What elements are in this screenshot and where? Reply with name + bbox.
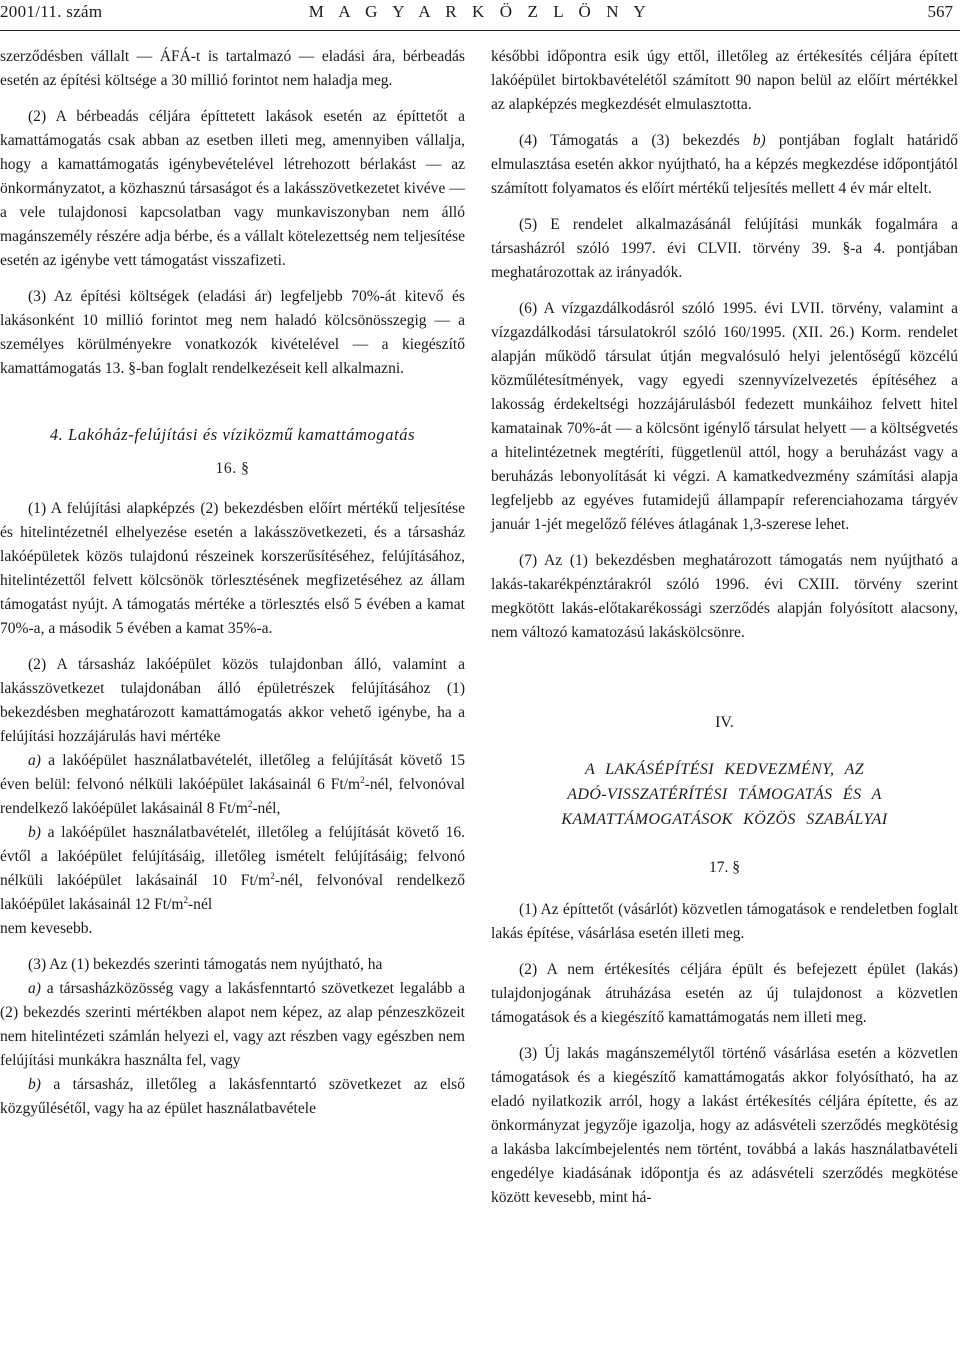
item-label: a) bbox=[28, 980, 41, 997]
paragraph: (1) A felújítási alapképzés (2) bekezdésben előírt mértékű teljesítése és hitelintézetnél elhelyezése esetén a lakásszövetkezeti, és a társasház lakóépületek közös tulajdonú részeinek korszerűsítéséhez, felújításához, hitelintézettől felvett kölcsönök törlesztésének megfizetéséhez az állam támogatást nyújt. A támogatás mértéke a törlesztés első 5 évében a kamat 70%-a, a második 5 évében a kamat 35%-a. bbox=[0, 500, 465, 637]
item-label: b) bbox=[28, 824, 41, 841]
right-column bbox=[491, 45, 958, 1222]
journal-title: M A G Y A R K Ö Z L Ö N Y bbox=[308, 2, 652, 21]
paragraph: (4) Támogatás a (3) bekezdés b) pontjában foglalt határidő elmulasztása esetén akkor nyújtható, ha a képzés megkezdése időpontjától számított folyamatos és előírt mértékű teljesítés mellett 4 év már eltelt. bbox=[491, 132, 958, 197]
paragraph: (2) A bérbeadás céljára építtetett lakások esetén az építtetőt a kamattámogatás csak abban az esetben illeti meg, amennyiben vállalja, hogy a kamattámogatás igénybevételével létrehozott bérlakást — az önkormányzatot, a közhasznú társaságot és a lakásszövetkezetet kivéve — a vele tulajdonosi kapcsolatban vagy munkaviszonyban nem álló magánszemély részére adja bérbe, és a vállalt kötelezettség nem teljesítése esetén az igénybe vett támogatást visszafizeti. bbox=[0, 108, 465, 269]
paragraph: szerződésben vállalt — ÁFÁ-t is tartalmazó — eladási ára, bérbeadás esetén az építési költsége a 30 millió forintot nem haladja meg. bbox=[0, 48, 465, 89]
list-item: b) a társasház, illetőleg a lakásfenntartó szövetkezet az első közgyűlésétől, vagy ha az épület használatbavétele bbox=[0, 1076, 466, 1117]
list-item: b) a lakóépület használatbavételét, illetőleg a felújítását követő 16. évtől a lakóépület felújításáig, illetőleg ismételt felújításáig; felvonó nélküli lakóépület lakásainál 10 $Ft/m^2$-nél, felvonóval rendelkező lakóépület lakásainál 12 $Ft/m^2$-nél bbox=[0, 824, 466, 913]
paragraph: (3) Az építési költségek (eladási ár) legfeljebb 70%-át kitevő és lakásonként 10 millió forintot meg nem haladó kölcsönösszegig — a személyes körülményekre vonatkozók kivételével — a kiegészítő kamattámogatás 13. §-ban foglalt rendelkezéseit kell alkalmazni. bbox=[0, 288, 465, 377]
page-number: 567 bbox=[927, 2, 953, 21]
paragraph: (3) Új lakás magánszemélytől történő vásárlása esetén a közvetlen támogatások és a kiegészítő kamattámogatás akkor folyósítható, ha az eladó nyilatkozik arról, hogy a lakást értékesítés céljára építette, és az önkormányzat jegyzője igazolja, hogy az adásvételi szerződés megkötésig a lakásba lakcímbejelentés nem történt, továbbá a lakás használatbavételi engedélye kiadásának időpontja és az adásvételi szerződés megkötése között kevesebb, mint há- bbox=[491, 1045, 958, 1206]
section-number: 16. § bbox=[215, 460, 250, 477]
page-header bbox=[0, 0, 960, 30]
paragraph: (7) Az (1) bekezdésben meghatározott támogatás nem nyújtható a lakás-takarékpénztárakról szóló 1996. évi CXIII. törvény szerint megkötött lakás-előtakarékossági szerződés alapján folyósított alacsony, nem változó kamatozású lakáskölcsönre. bbox=[491, 552, 958, 641]
list-item: a) a lakóépület használatbavételét, illetőleg a felújítását követő 15 éven belül: felvonó nélküli lakóépület lakásainál 6 $Ft/m^2$-nél, felvonóval rendelkező lakóépület lakásainál 8 $Ft/m^2$-nél, bbox=[0, 752, 466, 817]
chapter-title: A LAKÁSÉPÍTÉSI KEDVEZMÉNY, AZ ADÓ-VISSZATÉRÍTÉSI TÁMOGATÁS ÉS A KAMATTÁMOGATÁSOK KÖZÖS SZABÁLYAI bbox=[561, 761, 888, 828]
left-column bbox=[0, 45, 465, 1121]
section-number: 17. § bbox=[708, 859, 741, 876]
paragraph: (6) A vízgazdálkodásról szóló 1995. évi LVII. törvény, valamint a vízgazdálkodási társulatokról szóló 160/1995. (XII. 26.) Korm. rendelet alapján működő társulat útján megvalósuló helyi jelentőségű közcélú közműlétesítmények, vagy egyedi szennyvízelvezetés építéséhez a lakosság érdekeltségi hozzájárulásból fedezett munkáihoz felvett hitel kamatainak 70%-át — a kölcsönt igénylő társulat helyett — a költségvetés a hitelintézetnek megtéríti, függetlenül attól, hogy a beruházást vagy a beruházás lebonyolítását ki végzi. A kamatkedvezmény számítási alapja legfeljebb az egyéves futamidejű állampapír referenciahozama tárgyév január 1-jét megelőző féléves átlagának 1,3-szerese lehet. bbox=[491, 300, 958, 533]
paragraph: (1) Az építtetőt (vásárlót) közvetlen támogatások e rendeletben foglalt lakás építése, vásárlása esetén illeti meg. bbox=[491, 901, 958, 942]
paragraph: későbbi időpontra esik úgy ettől, illetőleg az értékesítés céljára épített lakóépület birtokbavételétől számított 90 napon belül az előírt mértékkel az alapképzés megkezdését elmulasztotta. bbox=[491, 48, 958, 113]
paragraph: (2) A nem értékesítés céljára épült és befejezett épület (lakás) tulajdonjogának átruházása esetén az új tulajdonost a közvetlen támogatások és a kiegészítő kamattámogatás nem illeti meg. bbox=[491, 961, 958, 1026]
header-rule bbox=[0, 30, 960, 31]
item-label: a) bbox=[28, 752, 41, 769]
paragraph: (3) Az (1) bekezdés szerinti támogatás nem nyújtható, ha bbox=[28, 956, 383, 973]
issue-number: 2001/11. szám bbox=[0, 2, 103, 21]
paragraph: nem kevesebb. bbox=[0, 920, 93, 937]
list-item: a) a társasházközösség vagy a lakásfenntartó szövetkezet legalább a (2) bekezdés szerinti mértékben alapot nem képez, az alap pénzeszközeit nem hitelintézeti számlán helyezi el, vagy azt részben vagy egészben nem felújítási munkákra használta fel, vagy bbox=[0, 980, 466, 1069]
part-number: IV. bbox=[715, 714, 734, 731]
paragraph: (5) E rendelet alkalmazásánál felújítási munkák fogalmára a társasházról szóló 1997. évi CLVII. törvény 39. §-a 4. pontjában meghatározottak az irányadók. bbox=[491, 216, 958, 281]
section-heading: 4. Lakóház-felújítási és víziközmű kamattámogatás bbox=[49, 425, 416, 444]
item-label: b) bbox=[28, 1076, 41, 1093]
paragraph: (2) A társasház lakóépület közös tulajdonban álló, valamint a lakásszövetkezet tulajdonában álló épületrészek felújításához (1) bekezdésben meghatározott kamattámogatás akkor vehető igénybe, ha a felújítási hozzájárulás havi mértéke bbox=[0, 656, 465, 745]
